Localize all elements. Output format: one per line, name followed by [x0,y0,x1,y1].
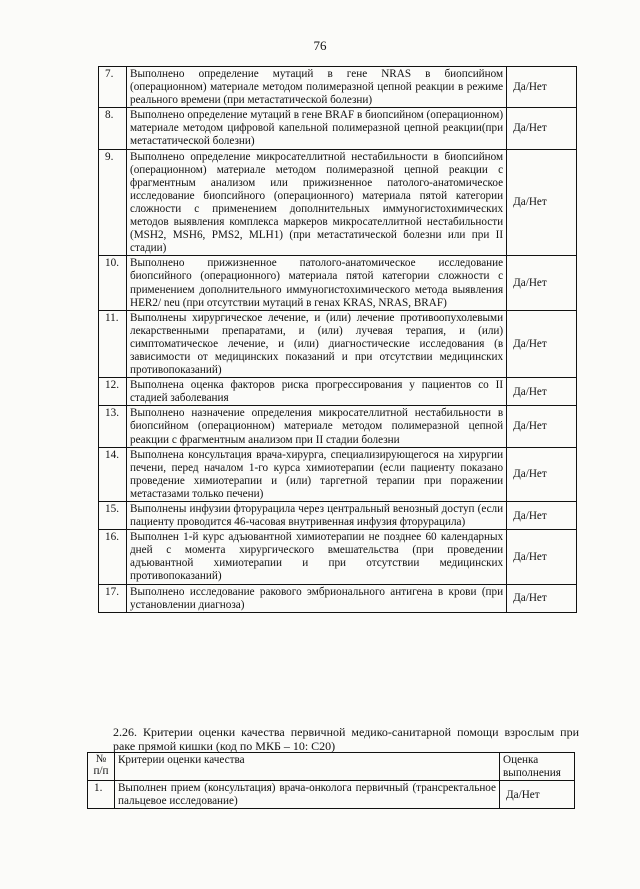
table-row [99,310,577,377]
evaluation-answer: Да/Нет [507,502,577,530]
criterion-text: Выполнены хирургическое лечение, и (или) лечение противоопухолевыми лекарственными препаратами, и (или) лучевая терапия, и (или) симптоматическое лечение, и (или) диагностические исследования (в зависимости от медицинских показаний и при отсутствии медицинских противопоказаний) [126,310,506,377]
row-number: 14. [99,447,127,501]
row-number: 12. [99,378,127,406]
row-number: 15. [99,502,127,530]
evaluation-answer: Да/Нет [507,447,577,501]
row-number: 13. [99,406,127,447]
table-row [99,530,577,584]
criterion-text: Выполнен 1-й курс адъювантной химиотерапии не позднее 60 календарных дней с момента хирургического вмешательства (при проведении адъювантной химиотерапии и при отсутствии медицинских противопоказаний) [126,530,506,584]
header-number-line2: п/п [93,765,109,777]
criterion-text: Выполнено определение мутаций в гене BRAF в биопсийном (операционном) материале методом цифровой капельной полимеразной цепной реакции(при метастатической болезни) [126,108,506,149]
row-number: 11. [99,310,127,377]
criteria-table [98,66,577,613]
evaluation-answer: Да/Нет [507,108,577,149]
row-number: 1. [88,781,115,809]
table-row [99,108,577,149]
evaluation-answer: Да/Нет [500,781,575,809]
table-header-row [88,753,575,781]
header-number [88,753,115,781]
row-number: 9. [99,149,127,256]
evaluation-answer: Да/Нет [507,584,577,612]
criterion-text: Выполнена консультация врача-хирурга, специализирующегося на хирургии печени, перед началом 1-го курса химиотерапии (если пациенту показано проведение химиотерапии и (или) таргетной терапии при поражении метастазами только печени) [126,447,506,501]
row-number: 17. [99,584,127,612]
header-evaluation [500,753,575,781]
criteria-table-rectal-cancer [87,752,575,809]
evaluation-answer: Да/Нет [507,406,577,447]
criteria-table-body [99,67,577,613]
criteria-table-rectal-cancer-body [88,781,575,809]
table-row [88,781,575,809]
table-row [99,502,577,530]
criterion-text: Выполнена оценка факторов риска прогрессирования у пациентов со II стадией заболевания [126,378,506,406]
header-criteria: Критерии оценки качества [114,753,499,781]
row-number: 8. [99,108,127,149]
table-row [99,584,577,612]
row-number: 16. [99,530,127,584]
page-number: 76 [313,38,327,53]
evaluation-answer: Да/Нет [507,530,577,584]
header-evaluation-line1: Оценка [503,754,539,766]
table-row [99,378,577,406]
criterion-text: Выполнено прижизненное патолого-анатомическое исследование биопсийного (операционного) материала пятой категории сложности с применением дополнительного иммуногистохимического метода выявления HER2/ neu (при отсутствии мутаций в генах KRAS, NRAS, BRAF) [126,256,506,310]
table-row [99,447,577,501]
header-number-line1: № [95,753,107,765]
evaluation-answer: Да/Нет [507,67,577,108]
row-number: 10. [99,256,127,310]
section-heading: 2.26. Критерии оценки качества первичной медико-санитарной помощи взрослым при раке прямой кишки (код по МКБ – 10: C20) [113,725,579,753]
header-evaluation-line2: выполнения [503,767,561,779]
evaluation-answer: Да/Нет [507,378,577,406]
criterion-text: Выполнено исследование ракового эмбрионального антигена в крови (при установлении диагноза) [126,584,506,612]
table-row [99,67,577,108]
evaluation-answer: Да/Нет [507,256,577,310]
criterion-text: Выполнено определение мутаций в гене NRAS в биопсийном (операционном) материале методом полимеразной цепной реакции в режиме реального времени (при метастатической болезни) [126,67,506,108]
criterion-text: Выполнен прием (консультация) врача-онколога первичный (трансректальное пальцевое исследование) [114,781,499,809]
evaluation-answer: Да/Нет [507,310,577,377]
table-row [99,256,577,310]
row-number: 7. [99,67,127,108]
criterion-text: Выполнено назначение определения микросателлитной нестабильности в биопсийном (операционном) материале методом полимеразной цепной реакции с фрагментным анализом при II стадии болезни [126,406,506,447]
table-row [99,149,577,256]
table-row [99,406,577,447]
criterion-text: Выполнено определение микросателлитной нестабильности в биопсийном (операционном) материале методом полимеразной цепной реакции с фрагментным анализом или прижизненное патолого-анатомическое исследование биопсийного (операционного) материала пятой категории сложности с применением дополнительных иммуногистохимических методов выявления комплекса маркеров микросателлитной нестабильности (MSH2, MSH6, PMS2, MLH1) (при метастатической болезни или при II стадии) [126,149,506,256]
evaluation-answer: Да/Нет [507,149,577,256]
criterion-text: Выполнены инфузии фторурацила через центральный венозный доступ (если пациенту проводится 46-часовая внутривенная инфузия фторурацила) [126,502,506,530]
